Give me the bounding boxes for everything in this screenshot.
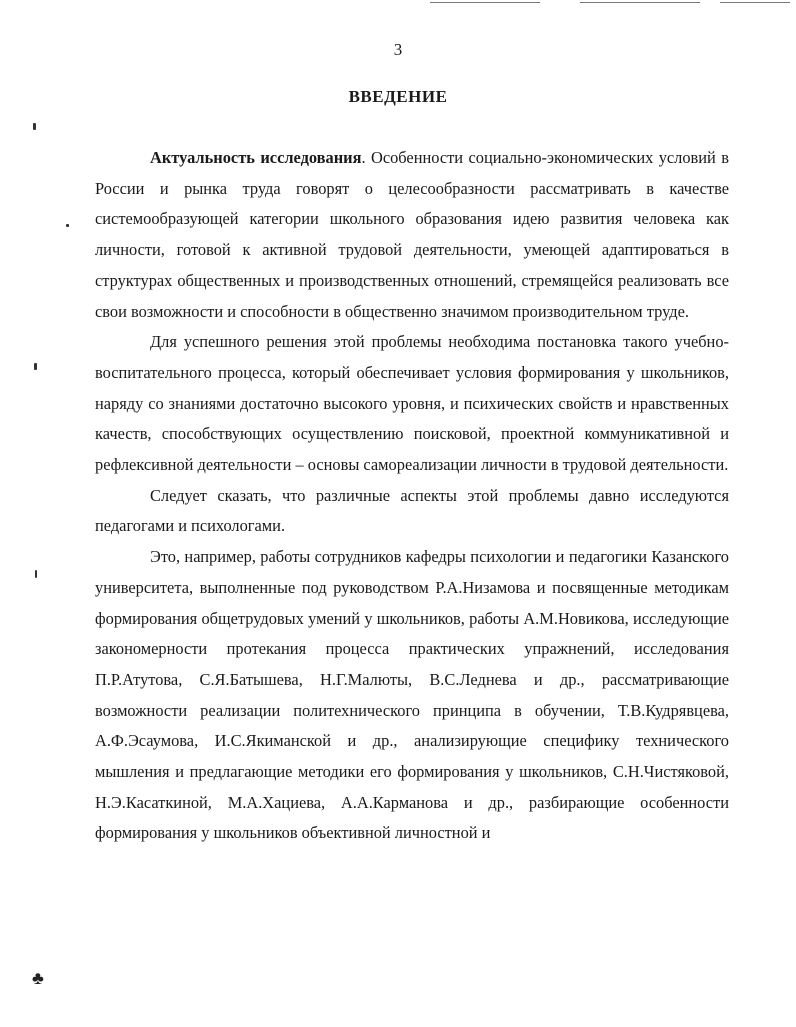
page-number: 3 [393,40,403,59]
scan-speck [33,123,36,130]
scan-speck [34,363,37,370]
paragraph-text: . Особенности социально-экономических условий в России и рынка труда говорят о целесообразности рассматривать в качестве системообразующей категории школьного образования идею развития человека как личности, готовой к активной трудовой деятельности, умеющей адаптироваться в структурах общественных и производственных отношений, стремящейся реализовать все свои возможности и способности в общественно значимом производительном труде. [95,148,729,321]
bullet-mark-icon: ♣ [32,968,44,988]
scan-speck [35,570,37,578]
paragraph-text: Следует сказать, что различные аспекты этой проблемы давно исследуются педагогами и психологами. [95,485,729,536]
scan-artifact-line [580,2,700,3]
paragraph-text: Для успешного решения этой проблемы необходима постановка такого учебно-воспитательного процесса, который обеспечивает условия формирования у школьников, наряду со знаниями достаточно высокого уровня, и психических свойств и нравственных качеств, способствующих осуществлению поисковой, проектной коммуникативной и рефлексивной деятельности – основы самореализации личности в трудовой деятельности. [95,332,729,475]
page-title: ВВЕДЕНИЕ [348,87,448,106]
document-body [95,143,729,849]
paragraph-relevance [95,143,729,327]
scan-artifact-line [430,2,540,3]
paragraph-text: Это, например, работы сотрудников кафедры психологии и педагогики Казанского университета, выполненные под руководством Р.А.Низамова и посвященные методикам формирования общетрудовых умений у школьников, работы А.М.Новикова, исследующие закономерности протекания процесса практических упражнений, исследования П.Р.Атутова, С.Я.Батышева, Н.Г.Малюты, В.С.Леднева и др., рассматривающие возможности реализации политехнического принципа в обучении, Т.В.Кудрявцева, А.Ф.Эсаумова, И.С.Якиманской и др., анализирующие специфику технического мышления и предлагающие методики его формирования у школьников, С.Н.Чистяковой, Н.Э.Касаткиной, М.А.Хациева, А.А.Карманова и др., разбирающие особенности формирования у школьников объективной личностной и [95,547,729,843]
scan-artifact-line [720,2,790,3]
paragraph-lead-heading: Актуальность исследования [150,148,362,167]
scan-speck [66,224,69,227]
